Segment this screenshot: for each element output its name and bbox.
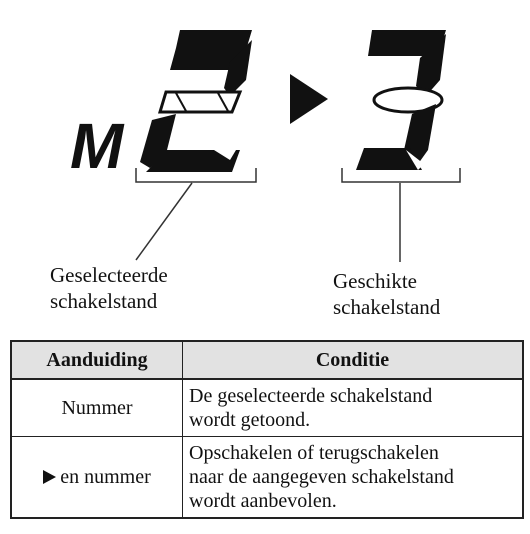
condition-cell xyxy=(183,437,524,519)
table-row xyxy=(11,437,523,519)
condition-line: wordt aanbevolen. xyxy=(189,490,337,512)
selected-gear-callout xyxy=(50,262,168,314)
current-gear-digit xyxy=(140,30,252,172)
column-header-condition: Conditie xyxy=(183,341,524,379)
indicator-table xyxy=(10,340,524,519)
right-triangle-icon xyxy=(290,74,328,124)
condition-line: Opschakelen of terugschakelen xyxy=(189,442,439,464)
suitable-bracket xyxy=(342,168,460,182)
selected-leader-line xyxy=(136,183,192,260)
callout-line: Geselecteerde xyxy=(50,263,168,287)
condition-line: wordt getoond. xyxy=(189,409,311,431)
condition-cell xyxy=(183,379,524,437)
indicator-text: Nummer xyxy=(61,397,133,419)
suitable-gear-callout xyxy=(333,268,440,320)
mode-letter: M xyxy=(70,110,124,182)
condition-line: naar de aangegeven schakelstand xyxy=(189,466,454,488)
callout-line: schakelstand xyxy=(333,295,441,319)
indicator-text: en nummer xyxy=(60,466,151,488)
column-header-indicator: Aanduiding xyxy=(11,341,183,379)
indicator-cell xyxy=(11,437,183,519)
indicator-cell xyxy=(11,379,183,437)
callout-line: schakelstand xyxy=(50,289,158,313)
condition-line: De geselecteerde schakelstand xyxy=(189,385,433,407)
right-triangle-icon xyxy=(43,470,56,484)
callout-line: Geschikte xyxy=(333,269,417,293)
table-row xyxy=(11,379,523,437)
recommended-gear-digit xyxy=(356,30,446,170)
table-header-row xyxy=(11,341,523,379)
